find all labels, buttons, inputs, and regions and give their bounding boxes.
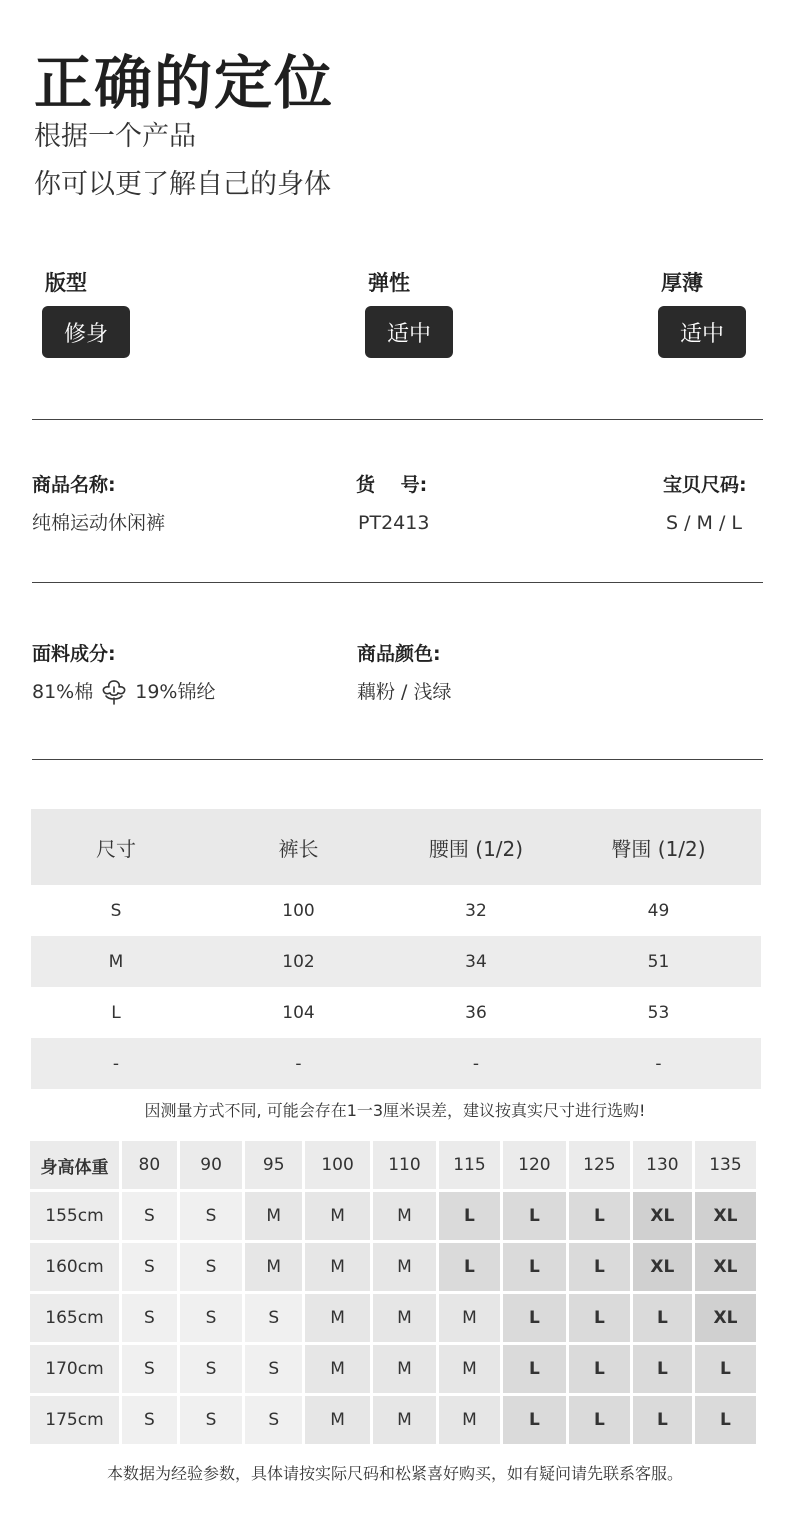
table-cell: - xyxy=(396,1038,556,1089)
attribute-elasticity xyxy=(365,268,453,358)
size-cell: XL xyxy=(633,1192,692,1240)
size-cell: M xyxy=(245,1243,302,1291)
table-row xyxy=(31,987,761,1038)
height-label: 175cm xyxy=(30,1396,119,1444)
table-cell: 32 xyxy=(465,900,487,921)
subtitle-line-2: 你可以更了解自己的身体 xyxy=(34,169,331,200)
product-name-label: 商品名称: xyxy=(32,474,116,496)
weight-header: 120 xyxy=(503,1141,566,1189)
size-cell: M xyxy=(373,1396,436,1444)
fit-table-corner: 身高体重 xyxy=(30,1141,119,1189)
size-cell: M xyxy=(373,1243,436,1291)
divider-1 xyxy=(32,419,763,420)
size-cell: M xyxy=(439,1294,500,1342)
weight-header: 130 xyxy=(633,1141,692,1189)
size-cell: L xyxy=(569,1243,630,1291)
weight-header: 95 xyxy=(245,1141,302,1189)
sku-value: PT2413 xyxy=(358,512,430,534)
size-cell: M xyxy=(305,1192,370,1240)
color-label: 商品颜色: xyxy=(357,643,441,665)
size-cell: L xyxy=(503,1396,566,1444)
size-cell: L xyxy=(503,1345,566,1393)
height-label: 170cm xyxy=(30,1345,119,1393)
size-cell: L xyxy=(569,1396,630,1444)
size-cell: M xyxy=(305,1243,370,1291)
size-cell: L xyxy=(633,1396,692,1444)
size-cell: M xyxy=(305,1345,370,1393)
table-cell: - xyxy=(556,1038,761,1089)
product-name-block xyxy=(32,471,165,537)
attribute-thickness-label: 厚薄 xyxy=(661,271,703,295)
size-cell: XL xyxy=(695,1243,756,1291)
height-label: 155cm xyxy=(30,1192,119,1240)
size-cell: L xyxy=(633,1345,692,1393)
size-cell: S xyxy=(122,1192,177,1240)
attribute-elasticity-badge: 适中 xyxy=(365,306,453,358)
table-row xyxy=(30,1243,756,1291)
height-label: 165cm xyxy=(30,1294,119,1342)
table-cell: 100 xyxy=(282,900,315,921)
size-cell: S xyxy=(180,1192,243,1240)
table-row xyxy=(31,936,761,987)
weight-header: 135 xyxy=(695,1141,756,1189)
size-cell: XL xyxy=(695,1294,756,1342)
size-cell: S xyxy=(245,1294,302,1342)
size-header-size: 尺寸 xyxy=(31,809,201,885)
size-cell: L xyxy=(695,1396,756,1444)
size-cell: L xyxy=(503,1192,566,1240)
fabric-nylon-percent: 19%锦纶 xyxy=(135,681,216,703)
size-cell: XL xyxy=(695,1192,756,1240)
product-name-value: 纯棉运动休闲裤 xyxy=(32,512,166,534)
size-cell: S xyxy=(180,1294,243,1342)
size-table xyxy=(31,809,761,1089)
size-cell: M xyxy=(373,1294,436,1342)
size-cell: L xyxy=(503,1243,566,1291)
page-title: 正确的定位 xyxy=(34,49,335,117)
size-cell: S xyxy=(245,1345,302,1393)
table-row xyxy=(30,1192,756,1240)
table-row xyxy=(30,1294,756,1342)
size-cell: S xyxy=(122,1294,177,1342)
sku-block xyxy=(356,471,429,537)
attribute-fit xyxy=(42,268,130,358)
size-cell: S xyxy=(122,1396,177,1444)
table-cell: 53 xyxy=(647,1002,670,1023)
attribute-fit-badge: 修身 xyxy=(42,306,130,358)
attribute-thickness-badge: 适中 xyxy=(658,306,746,358)
table-cell: 51 xyxy=(556,936,761,987)
sizes-value: S / M / L xyxy=(666,512,742,534)
divider-2 xyxy=(32,582,763,583)
table-cell: M xyxy=(31,936,201,987)
table-row xyxy=(31,1038,761,1089)
table-cell: S xyxy=(110,900,122,921)
table-cell: 36 xyxy=(465,1002,487,1023)
fit-table xyxy=(27,1138,759,1447)
size-table-header xyxy=(31,809,761,885)
table-cell: L xyxy=(111,1002,121,1023)
weight-header: 90 xyxy=(180,1141,243,1189)
subtitle-line-1: 根据一个产品 xyxy=(34,121,196,152)
sku-label: 货 号: xyxy=(356,474,428,496)
height-label: 160cm xyxy=(30,1243,119,1291)
weight-header: 115 xyxy=(439,1141,500,1189)
table-cell: 34 xyxy=(396,936,556,987)
table-cell: - xyxy=(201,1038,396,1089)
weight-header: 80 xyxy=(122,1141,177,1189)
weight-header: 125 xyxy=(569,1141,630,1189)
size-cell: S xyxy=(245,1396,302,1444)
size-cell: L xyxy=(695,1345,756,1393)
size-cell: M xyxy=(305,1294,370,1342)
size-cell: S xyxy=(180,1396,243,1444)
measurement-note: 因测量方式不同, 可能会存在1一3厘米误差，建议按真实尺寸进行选购! xyxy=(144,1101,646,1120)
size-cell: L xyxy=(503,1294,566,1342)
size-cell: M xyxy=(305,1396,370,1444)
reference-note: 本数据为经验参数，具体请按实际尺码和松紧喜好购买，如有疑问请先联系客服。 xyxy=(106,1464,683,1483)
weight-header: 100 xyxy=(305,1141,370,1189)
size-cell: L xyxy=(439,1192,500,1240)
size-header-hip: 臀围 (1/2) xyxy=(556,809,761,885)
table-row xyxy=(31,885,761,936)
size-cell: L xyxy=(633,1294,692,1342)
size-cell: S xyxy=(180,1345,243,1393)
divider-3 xyxy=(32,759,763,760)
color-block xyxy=(357,640,451,706)
size-cell: S xyxy=(122,1243,177,1291)
size-cell: M xyxy=(439,1396,500,1444)
size-cell: L xyxy=(569,1192,630,1240)
fabric-cotton-percent: 81%棉 xyxy=(32,681,94,703)
size-cell: M xyxy=(439,1345,500,1393)
color-value: 藕粉 / 浅绿 xyxy=(357,681,452,703)
table-cell: 102 xyxy=(201,936,396,987)
attribute-elasticity-label: 弹性 xyxy=(368,271,410,295)
table-cell: - xyxy=(31,1038,201,1089)
fabric-value xyxy=(32,678,215,706)
sizes-block xyxy=(663,471,747,537)
table-row xyxy=(30,1396,756,1444)
size-header-length: 裤长 xyxy=(201,809,396,885)
size-cell: L xyxy=(569,1294,630,1342)
size-cell: M xyxy=(373,1345,436,1393)
size-cell: L xyxy=(439,1243,500,1291)
size-cell: L xyxy=(569,1345,630,1393)
size-cell: M xyxy=(373,1192,436,1240)
table-row xyxy=(30,1345,756,1393)
sizes-label: 宝贝尺码: xyxy=(663,474,747,496)
size-header-waist: 腰围 (1/2) xyxy=(396,809,556,885)
size-cell: M xyxy=(245,1192,302,1240)
size-cell: S xyxy=(122,1345,177,1393)
fit-table-header xyxy=(30,1141,756,1189)
weight-header: 110 xyxy=(373,1141,436,1189)
table-cell: 49 xyxy=(647,900,670,921)
fabric-label: 面料成分: xyxy=(32,643,116,665)
attribute-fit-label: 版型 xyxy=(45,271,87,295)
fabric-block xyxy=(32,640,215,706)
size-cell: XL xyxy=(633,1243,692,1291)
size-cell: S xyxy=(180,1243,243,1291)
attribute-thickness xyxy=(658,268,746,358)
cotton-icon xyxy=(99,678,129,706)
table-cell: 104 xyxy=(282,1002,315,1023)
